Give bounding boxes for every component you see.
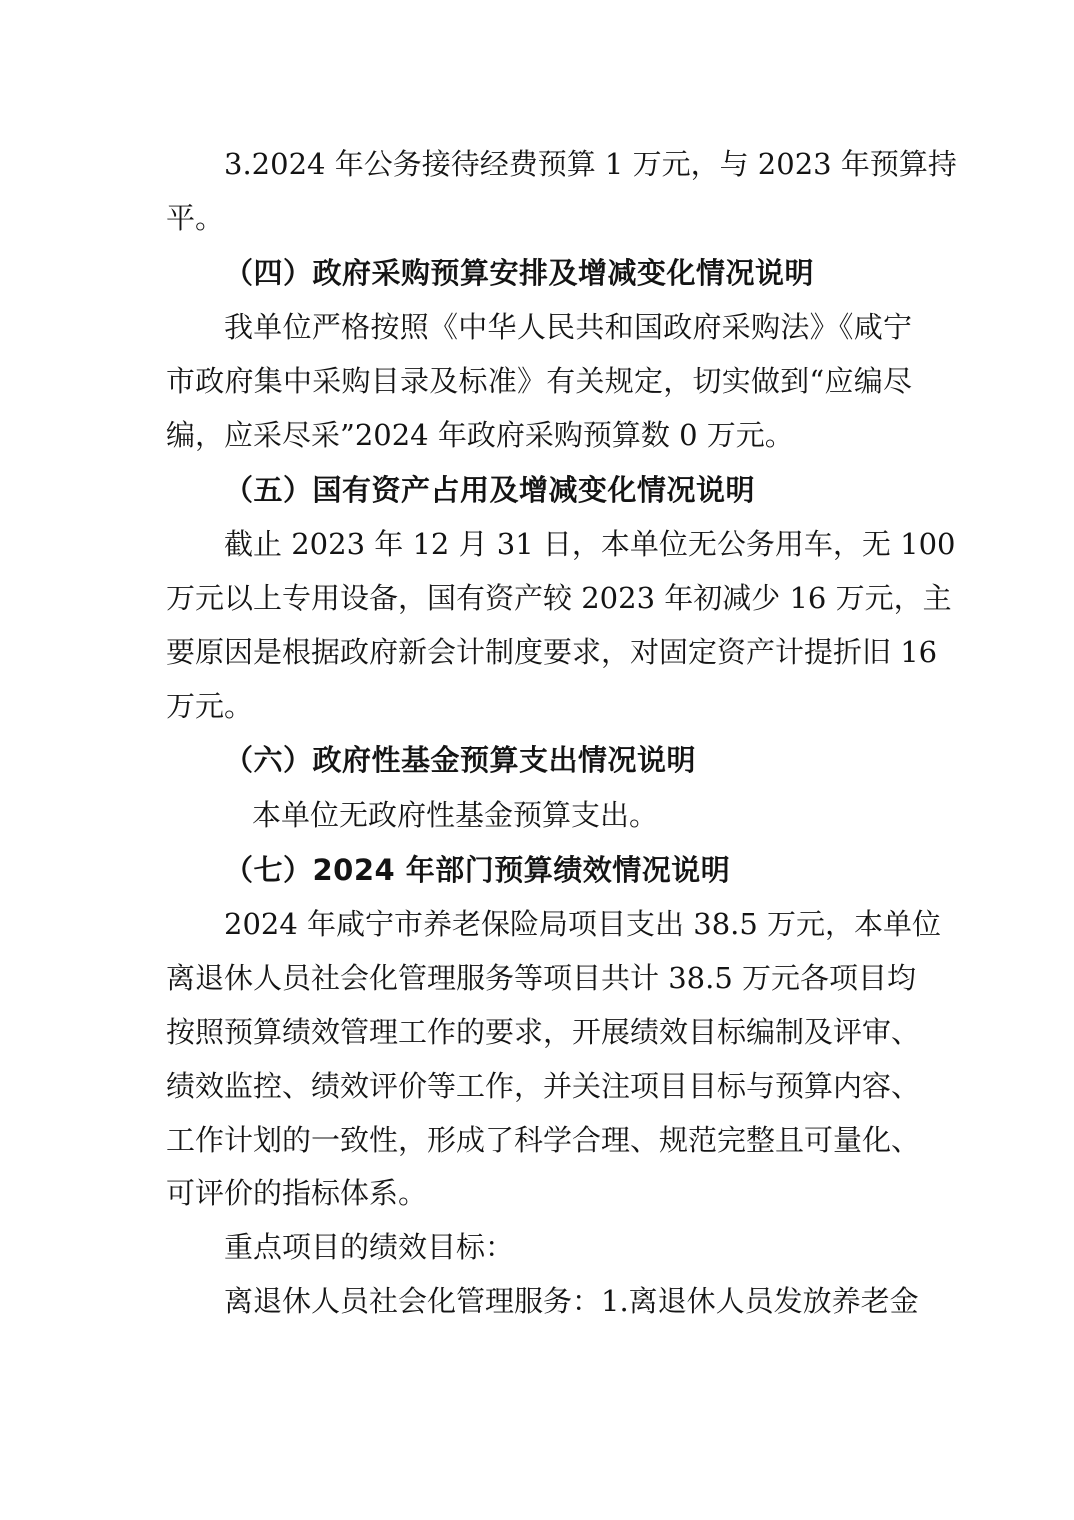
paragraph-key-projects: 重点项目的绩效目标： <box>224 1230 515 1265</box>
paragraph-reception-line-1: 3.2024 年公务接待经费预算 1 万元，与 2023 年预算持 <box>224 147 957 181</box>
section-heading-assets: （五）国有资产占用及增减变化情况说明 <box>224 472 756 507</box>
paragraph-performance-line-2: 离退休人员社会化管理服务等项目共计 38.5 万元各项目均 <box>166 961 917 996</box>
paragraph-procurement-line-1: 我单位严格按照《中华人民共和国政府采购法》《咸宁 <box>224 310 912 345</box>
paragraph-government-fund: 本单位无政府性基金预算支出。 <box>252 797 659 832</box>
paragraph-performance-line-1: 2024 年咸宁市养老保险局项目支出 38.5 万元，本单位 <box>224 907 942 942</box>
paragraph-performance-line-4: 绩效监控、绩效评价等工作，并关注项目目标与预算内容、 <box>166 1068 921 1103</box>
paragraph-procurement-line-3: 编，应采尽采”2024 年政府采购预算数 0 万元。 <box>166 417 794 452</box>
section-heading-procurement: （四）政府采购预算安排及增减变化情况说明 <box>224 255 815 290</box>
document-page <box>166 138 957 1329</box>
paragraph-performance-line-5: 工作计划的一致性，形成了科学合理、规范完整且可量化、 <box>166 1122 921 1157</box>
paragraph-reception-line-2: 平。 <box>166 200 225 235</box>
section-heading-performance: （七）2024 年部门预算绩效情况说明 <box>224 852 731 887</box>
paragraph-performance-line-6: 可评价的指标体系。 <box>166 1176 428 1211</box>
paragraph-assets-line-4: 万元。 <box>166 688 254 723</box>
paragraph-procurement-line-2: 市政府集中采购目录及标准》有关规定，切实做到“应编尽 <box>166 363 912 398</box>
paragraph-assets-line-1: 截止 2023 年 12 月 31 日，本单位无公务用车，无 100 <box>224 527 956 562</box>
paragraph-retiree-service: 离退休人员社会化管理服务：1.离退休人员发放养老金 <box>224 1283 919 1318</box>
paragraph-assets-line-3: 要原因是根据政府新会计制度要求，对固定资产计提折旧 16 <box>166 634 938 669</box>
paragraph-performance-line-3: 按照预算绩效管理工作的要求，开展绩效目标编制及评审、 <box>166 1014 921 1049</box>
paragraph-assets-line-2: 万元以上专用设备，国有资产较 2023 年初减少 16 万元，主 <box>166 580 952 615</box>
section-heading-government-fund: （六）政府性基金预算支出情况说明 <box>224 743 697 778</box>
